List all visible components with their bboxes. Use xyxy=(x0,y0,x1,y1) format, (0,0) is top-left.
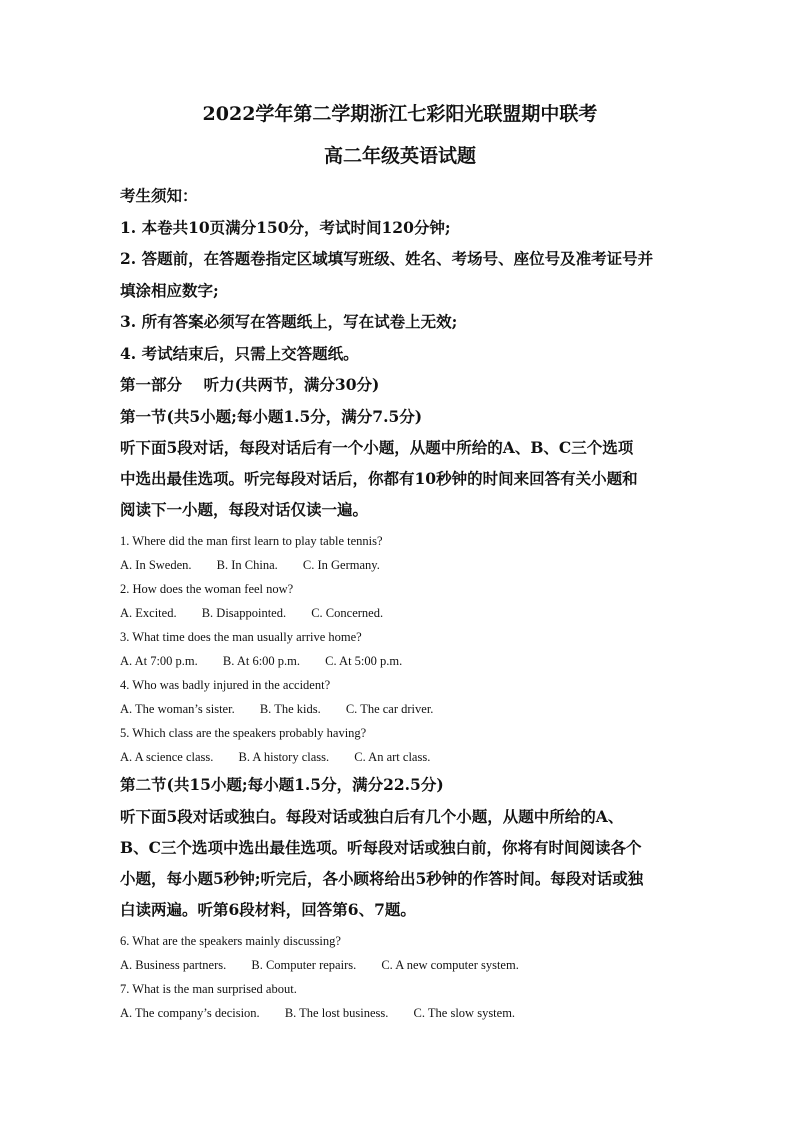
section1-instruction-line: 中选出最佳选项。听完每段对话后，你都有10秒钟的时间来回答有关小题和 xyxy=(120,469,638,488)
option-a: A. A science class. xyxy=(120,750,214,764)
section2 xyxy=(120,769,680,1025)
option-c: C. An art class. xyxy=(354,750,431,764)
notice-item: 1. 本卷共10页满分150分，考试时间120分钟; xyxy=(120,217,451,237)
option-b: B. In China. xyxy=(216,558,278,572)
section2-instruction-line: 白读两遍。听第6段材料，回答第6、7题。 xyxy=(120,899,416,919)
question-options xyxy=(120,745,680,769)
section2-instruction-line: 听下面5段对话或独白。每段对话或独白后有几个小题，从题中所给的A、 xyxy=(120,806,624,826)
option-a: A. In Sweden. xyxy=(120,558,192,572)
option-c: C. The car driver. xyxy=(345,702,434,716)
notice-block xyxy=(120,180,680,369)
section1-instruction-line: 听下面5段对话，每段对话后有一个小题，从题中所给的A、B、C三个选项 xyxy=(120,438,634,457)
exam-subtitle: 高二年级英语试题 xyxy=(323,145,476,167)
option-a: A. Business partners. xyxy=(120,957,227,972)
question-options xyxy=(120,553,680,577)
option-b: B. The lost business. xyxy=(284,1005,389,1020)
section2-instruction-line: B、C三个选项中选出最佳选项。听每段对话或独白前，你将有时间阅读各个 xyxy=(120,837,642,857)
option-b: B. Disappointed. xyxy=(201,606,287,620)
notice-item: 填涂相应数字; xyxy=(120,280,219,300)
section2-instruction-line: 小题，每小题5秒钟;听完后，各小顾将给出5秒钟的作答时间。每段对话或独 xyxy=(120,868,644,888)
section1-heading: 第一节(共5小题;每小题1.5分，满分7.5分) xyxy=(120,406,423,426)
question-text: 2. How does the woman feel now? xyxy=(120,582,294,596)
question-text: 4. Who was badly injured in the accident? xyxy=(120,678,331,692)
option-a: A. At 7:00 p.m. xyxy=(120,654,198,668)
question-text: 5. Which class are the speakers probably having? xyxy=(120,726,367,740)
part1-heading: 第一部分 听力(共两节，满分30分) xyxy=(120,375,380,394)
question-text: 6. What are the speakers mainly discussing? xyxy=(120,933,341,948)
question-text: 7. What is the man surprised about. xyxy=(120,981,297,996)
question-options xyxy=(120,601,680,625)
option-a: A. The company’s decision. xyxy=(120,1005,260,1020)
question-options xyxy=(120,649,680,673)
section1 xyxy=(120,401,680,770)
section2-heading: 第二节(共15小题;每小题1.5分，满分22.5分) xyxy=(120,775,444,794)
option-a: A. The woman’s sister. xyxy=(120,702,235,716)
question-options xyxy=(120,697,680,721)
option-b: B. The kids. xyxy=(259,702,321,716)
question-options xyxy=(120,953,680,977)
option-b: B. At 6:00 p.m. xyxy=(222,654,301,668)
section1-instruction-line: 阅读下一小题，每段对话仅读一遍。 xyxy=(120,500,369,519)
exam-title: 2022学年第二学期浙江七彩阳光联盟期中联考 xyxy=(202,103,598,125)
notice-item: 4. 考试结束后，只需上交答题纸。 xyxy=(120,343,359,363)
question-options xyxy=(120,1001,680,1025)
option-c: C. The slow system. xyxy=(413,1005,516,1020)
question-text: 3. What time does the man usually arrive home? xyxy=(120,630,362,644)
option-b: B. A history class. xyxy=(238,750,330,764)
option-a: A. Excited. xyxy=(120,606,177,620)
exam-page xyxy=(120,96,680,1025)
option-c: C. At 5:00 p.m. xyxy=(325,654,403,668)
question-text: 1. Where did the man first learn to play table tennis? xyxy=(120,534,383,548)
option-b: B. Computer repairs. xyxy=(251,957,357,972)
option-c: C. In Germany. xyxy=(302,558,380,572)
option-c: C. Concerned. xyxy=(311,606,384,620)
notice-item: 2. 答题前，在答题卷指定区域填写班级、姓名、考场号、座位号及准考证号并 xyxy=(120,249,654,268)
notice-item: 3. 所有答案必须写在答题纸上，写在试卷上无效; xyxy=(120,312,458,331)
notice-heading: 考生须知： xyxy=(120,186,198,205)
option-c: C. A new computer system. xyxy=(381,957,519,972)
